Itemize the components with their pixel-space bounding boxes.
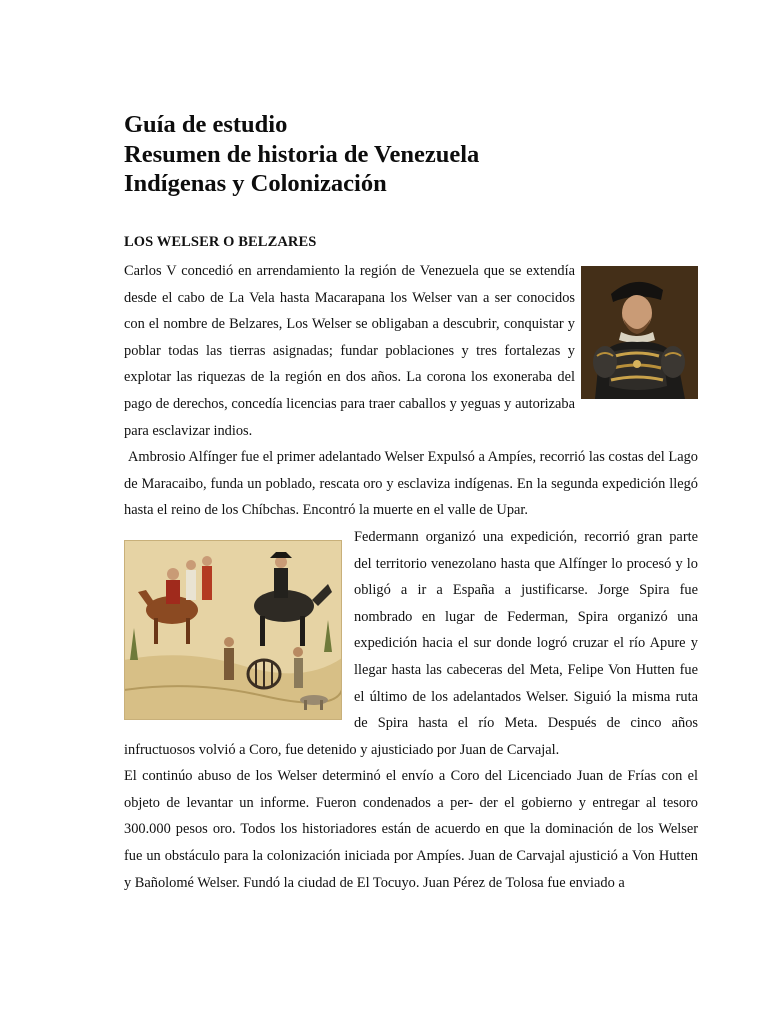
section-heading: LOS WELSER O BELZARES <box>124 234 317 250</box>
paragraph-1: Carlos V concedió en arrendamiento la región de Venezuela que se extendía desde el cabo de La Vela hasta Macarapana los Welser van a ser conocidos con el nombre de Belzares, Los Welser se obligaban a descubrir, conquistar y poblar todas las tierras asignadas; fundar poblaciones y tres fortalezas y explotar las riquezas de la región en dos años. La corona los exoneraba del pago de derechos, concedía licencias para traer caballos y yeguas y autorizaba para esclavizar indios. <box>124 263 575 439</box>
title-line-3: Indígenas y Colonización <box>124 170 387 197</box>
paragraph-4: El continúo abuso de los Welser determinó el envío a Coro del Licenciado Juan de Frías con el objeto de levantar un informe. Fueron condenados a per- der el gobierno y entregar al tesoro 300.000 pesos oro. Todos los historiadores están de acuerdo en que la dominación de los Welser fue un obstáculo para la colonización iniciada por Ampíes. Juan de Carvajal ajustició a Von Hutten y Bañolomé Welser. Fundó la ciudad de El Tocuyo. Juan Pérez de Tolosa fue enviado a <box>124 768 698 891</box>
portrait-image <box>581 266 698 399</box>
page-title <box>124 110 724 199</box>
title-line-2: Resumen de historia de Venezuela <box>124 140 480 168</box>
paragraph-3: Federmann organizó una expedición, recorrió gran parte del territorio venezolano hasta que Alfínger lo procesó y lo obligó a ir a España a justificarse. Jorge Spira fue nombrado en lugar de Federman, Spira organizó una expedición hacia el sur donde logró cruzar el río Apure y llegar hasta las cabeceras del Meta, Felipe Von Hutten fue el último de los adelantados Welser. Siguió la misma ruta de Spira hasta el río Meta. Después de cinco años infructuosos volvió a Coro, fue detenido y ajusticiado por Juan de Carvajal. <box>124 528 698 758</box>
title-line-1: Guía de estudio <box>124 111 288 138</box>
expedition-painting-image <box>124 540 342 720</box>
paragraph-2: Ambrosio Alfínger fue el primer adelantado Welser Expulsó a Ampíes, recorrió las costas del Lago de Maracaibo, funda un poblado, rescata oro y esclaviza indígenas. En la segunda expedición llegó hasta el reino de los Chíbchas. Encontró la muerte en el valle de Upar. <box>124 449 698 519</box>
document-body <box>124 258 698 896</box>
